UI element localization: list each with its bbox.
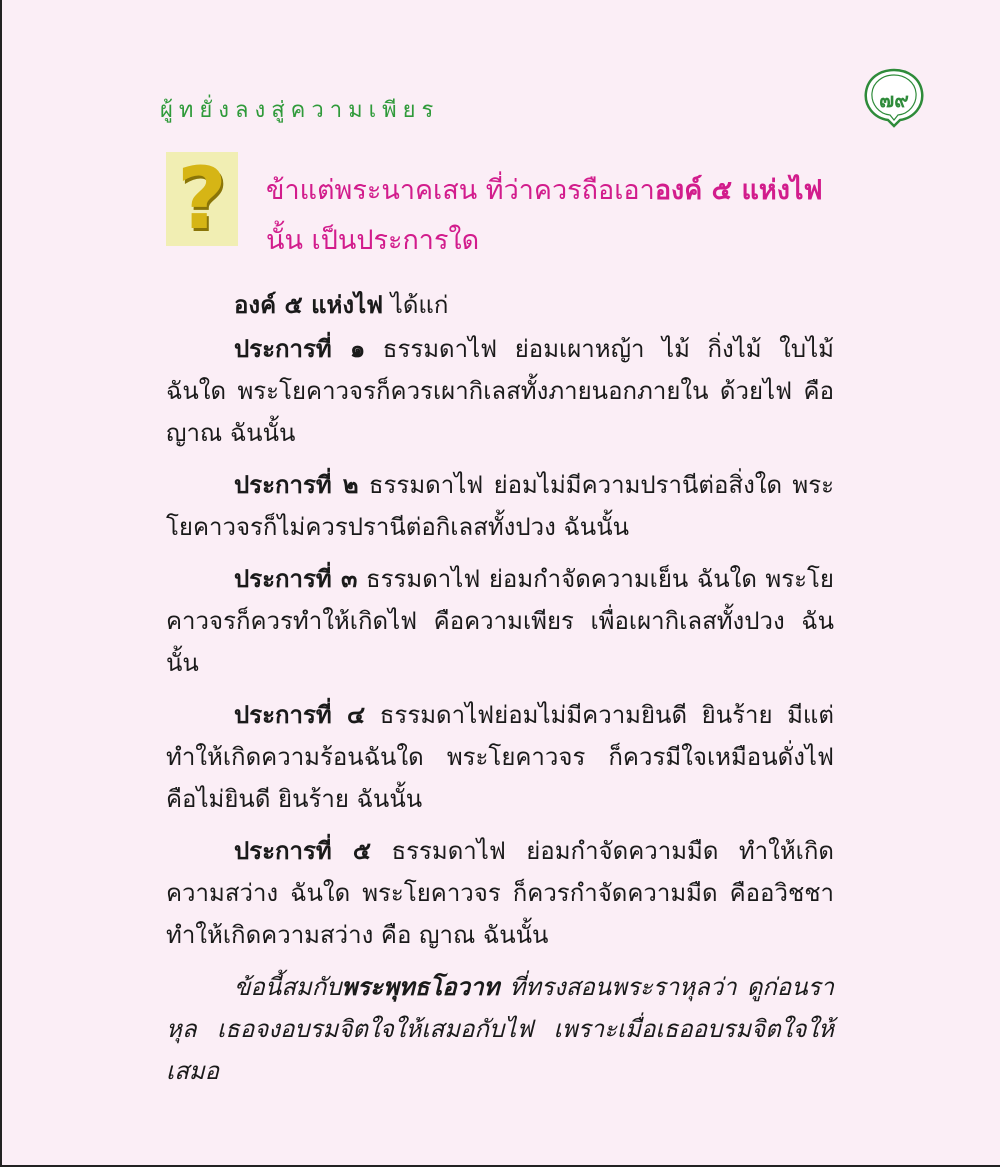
item-label: ประการที่ ๓: [234, 565, 358, 593]
item-5: [166, 830, 834, 956]
question-text-2: นั้น เป็นประการใด: [266, 225, 480, 256]
intro-text: ได้แก่: [383, 291, 449, 319]
item-text: ธรรมดาไฟ ย่อมเผาหญ้า ไม้ กิ่งไม้ ใบไม้ ฉันใด พระโยคาวจรก็ควรเผากิเลสทั้งภายนอกภายใน ด้วยไฟ คือญาณ ฉันนั้น: [166, 335, 834, 447]
question-heading: [266, 166, 866, 266]
item-text: ธรรมดาไฟย่อมไม่มีความยินดี ยินร้าย มีแต่ทำให้เกิดความร้อนฉันใด พระโยคาวจร ก็ควรมีใจเหมือนดั่งไฟ คือไม่ยินดี ยินร้าย ฉันนั้น: [166, 701, 834, 813]
question-text-1: ข้าแต่พระนาคเสน ที่ว่าควรถือเอา: [266, 175, 655, 206]
item-text: ธรรมดาไฟ ย่อมกำจัดความเย็น ฉันใด พระโยคาวจรก็ควรทำให้เกิดไฟ คือความเพียร เพื่อเผากิเลสทั้งปวง ฉันนั้น: [166, 565, 834, 677]
item-text: ธรรมดาไฟ ย่อมไม่มีความปรานีต่อสิ่งใด พระโยคาวจรก็ไม่ควรปรานีต่อกิเลสทั้งปวง ฉันนั้น: [166, 471, 834, 541]
intro-bold: องค์ ๕ แห่งไฟ: [234, 291, 384, 319]
item-3: [166, 558, 834, 684]
item-label: ประการที่ ๕: [234, 837, 372, 865]
question-mark-icon: ?: [166, 152, 238, 246]
item-2: [166, 464, 834, 548]
closing-paragraph: [166, 966, 834, 1092]
item-label: ประการที่ ๔: [234, 701, 366, 729]
item-1: [166, 328, 834, 454]
page-number-badge: [858, 66, 930, 128]
question-bold: องค์ ๕ แห่งไฟ: [654, 175, 823, 206]
item-label: ประการที่ ๒: [234, 471, 359, 499]
running-header: ผู้ทยั่งลงสู่ความเพียร: [160, 98, 440, 123]
item-4: [166, 694, 834, 820]
intro-line: [166, 284, 834, 326]
item-label: ประการที่ ๑: [234, 335, 366, 363]
body-text: [166, 284, 834, 1102]
closing-bold: พระพุทธโอวาท: [341, 973, 500, 1001]
closing-text-2: ที่ทรงสอนพระราหุลว่า ดูก่อนราหุล เธอจงอบรมจิตใจให้เสมอกับไฟ เพราะเมื่อเธออบรมจิตใจให้เสมอ: [166, 973, 834, 1085]
closing-text-1: ข้อนี้สมกับ: [234, 973, 342, 1001]
item-text: ธรรมดาไฟ ย่อมกำจัดความมืด ทำให้เกิดความสว่าง ฉันใด พระโยคาวจร ก็ควรกำจัดความมืด คืออวิชชา ทำให้เกิดความสว่าง คือ ญาณ ฉันนั้น: [166, 837, 834, 949]
page-number: ๗๙: [879, 88, 909, 112]
